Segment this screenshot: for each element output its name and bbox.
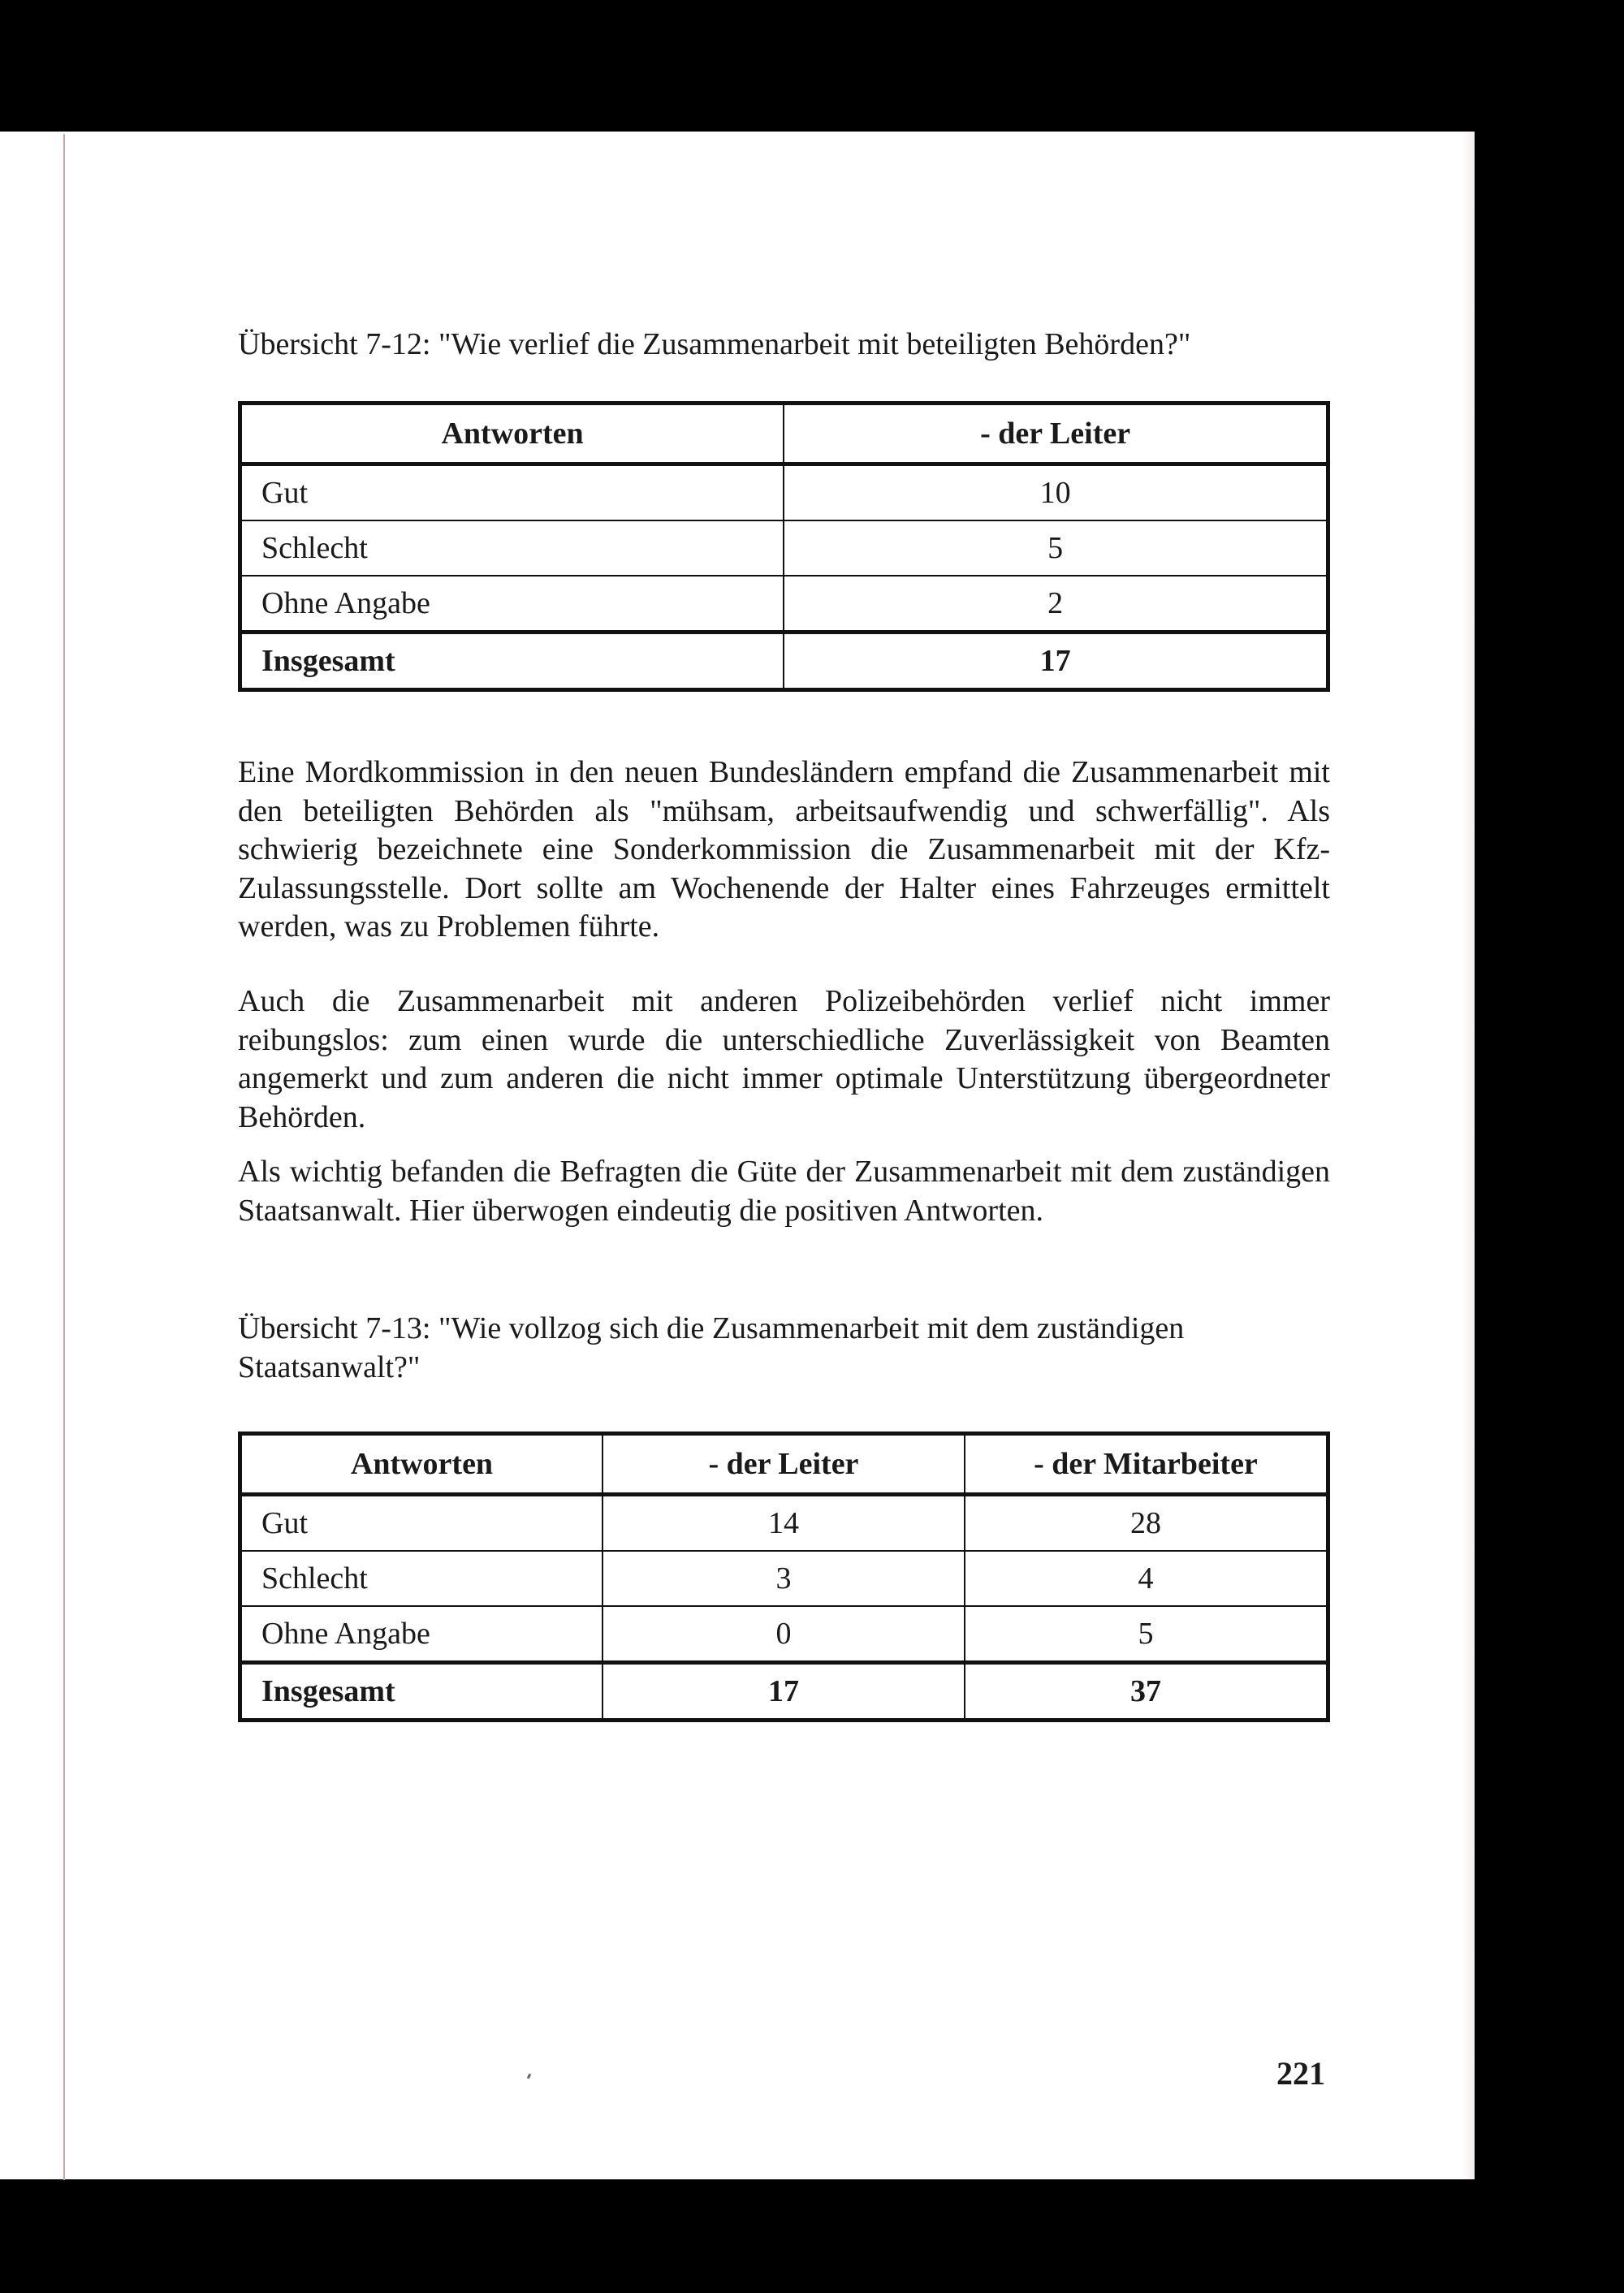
- row-label: Gut: [240, 1495, 603, 1552]
- cell-leiter: 10: [784, 464, 1328, 521]
- table-row: [240, 1606, 1328, 1663]
- total-leiter: 17: [603, 1663, 965, 1721]
- table-header-row: [240, 404, 1328, 464]
- cell-mitarbeiter: 28: [965, 1495, 1328, 1552]
- row-label: Gut: [240, 464, 784, 521]
- table-caption-7-13: Übersicht 7-13: "Wie vollzog sich die Zusammenarbeit mit dem zuständigen Staatsanwalt?": [238, 1311, 1185, 1384]
- cell-leiter: 5: [784, 520, 1328, 576]
- total-label: Insgesamt: [240, 633, 784, 690]
- table-7-13: [238, 1432, 1330, 1722]
- total-leiter: 17: [784, 633, 1328, 690]
- table-caption-7-12: Übersicht 7-12: "Wie verlief die Zusammenarbeit mit beteiligten Behörden?": [238, 327, 1191, 361]
- cell-leiter: 0: [603, 1606, 965, 1663]
- total-label: Insgesamt: [240, 1663, 603, 1721]
- table-7-12: [238, 401, 1330, 692]
- row-label: Ohne Angabe: [240, 1606, 603, 1663]
- table-row: [240, 1495, 1328, 1552]
- table-row: [240, 576, 1328, 633]
- table-row: [240, 464, 1328, 521]
- table-row: [240, 520, 1328, 576]
- column-header-antworten: Antworten: [240, 404, 784, 464]
- body-paragraph: Auch die Zusammenarbeit mit anderen Polizeibehörden verlief nicht immer reibungslos: zum einen wurde die unterschiedliche Zuverlässigkeit von Beamten angemerkt und zum anderen die nicht immer optimale Unterstützung übergeordneter Behörden.: [238, 984, 1330, 1134]
- cell-leiter: 3: [603, 1551, 965, 1606]
- column-header-leiter: - der Leiter: [603, 1434, 965, 1495]
- column-header-antworten: Antworten: [240, 1434, 603, 1495]
- cell-mitarbeiter: 5: [965, 1606, 1328, 1663]
- cell-mitarbeiter: 4: [965, 1551, 1328, 1606]
- column-header-leiter: - der Leiter: [784, 404, 1328, 464]
- table-total-row: [240, 1663, 1328, 1721]
- page-number: 221: [1276, 2055, 1325, 2092]
- cell-leiter: 14: [603, 1495, 965, 1552]
- table-row: [240, 1551, 1328, 1606]
- page-gutter-line: [63, 134, 65, 2180]
- table-header-row: [240, 1434, 1328, 1495]
- table-total-row: [240, 633, 1328, 690]
- total-mitarbeiter: 37: [965, 1663, 1328, 1721]
- page-edge-shadow: [1462, 132, 1475, 2179]
- cell-leiter: 2: [784, 576, 1328, 633]
- row-label: Ohne Angabe: [240, 576, 784, 633]
- row-label: Schlecht: [240, 520, 784, 576]
- row-label: Schlecht: [240, 1551, 603, 1606]
- body-paragraph: Eine Mordkommission in den neuen Bundesländern empfand die Zusammenarbeit mit den beteiligten Behörden als "mühsam, arbeitsaufwendig und schwerfällig". Als schwierig bezeichnete eine Sonderkommission die Zusammenarbeit mit der Kfz-Zulassungsstelle. Dort sollte am Wochenende der Halter eines Fahrzeuges ermittelt werden, was zu Problemen führte.: [238, 755, 1330, 944]
- body-paragraph: Als wichtig befanden die Befragten die Güte der Zusammenarbeit mit dem zuständigen Staatsanwalt. Hier überwogen eindeutig die positiven Antworten.: [238, 1155, 1330, 1228]
- column-header-mitarbeiter: - der Mitarbeiter: [965, 1434, 1328, 1495]
